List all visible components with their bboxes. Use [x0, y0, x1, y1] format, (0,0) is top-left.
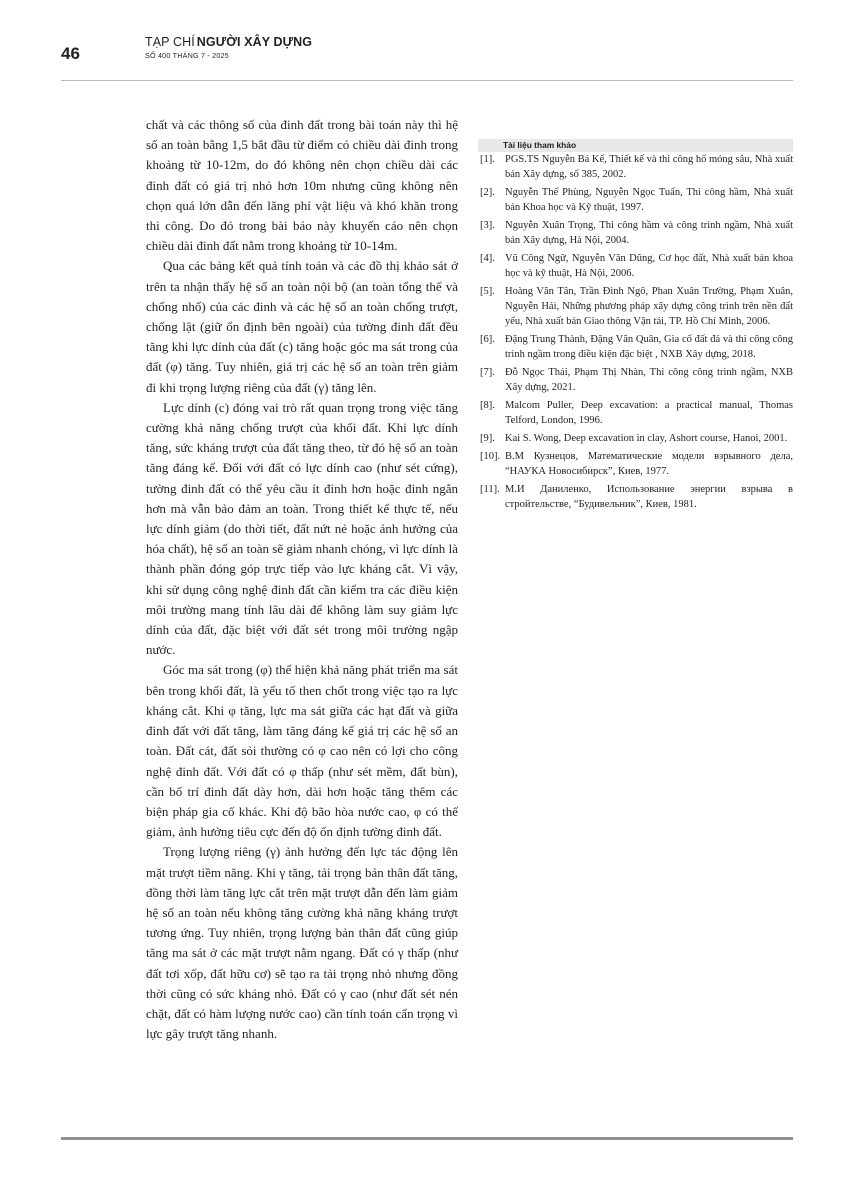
reference-number: [4]. — [480, 253, 495, 264]
reference-number: [5]. — [480, 286, 495, 297]
reference-item — [478, 284, 793, 329]
reference-text: B.M Кузнецов, Математические модели взрывного дела, “НАУКА Новосибирск”, Киев, 1977. — [505, 451, 793, 477]
reference-item — [478, 365, 793, 395]
reference-item — [478, 431, 793, 446]
reference-number: [7]. — [480, 367, 495, 378]
references-heading: Tài liệu tham khảo — [478, 139, 793, 152]
reference-text: Đặng Trung Thành, Đặng Văn Quân, Gia cố đất đá và thi công công trình ngầm trong điều kiện đặc biệt , NXB Xây dựng, 2018. — [505, 334, 793, 360]
magazine-title — [145, 35, 312, 49]
footer-divider — [61, 1137, 793, 1140]
reference-number: [9]. — [480, 433, 495, 444]
reference-number: [3]. — [480, 220, 495, 231]
magazine-prefix: TẠP CHÍ — [145, 35, 195, 49]
references-list — [478, 152, 793, 512]
reference-text: Hoàng Văn Tân, Trần Đình Ngô, Phan Xuân Trường, Phạm Xuân, Nguyễn Hải, Những phương pháp xây dựng công trình trên nền đất yếu, Nhà xuất bản Giao thông Vận tải, TP. Hồ Chí Minh, 2006. — [505, 286, 793, 327]
reference-number: [2]. — [480, 187, 495, 198]
reference-number: [6]. — [480, 334, 495, 345]
references-section — [478, 139, 793, 515]
issue-info: SỐ 400 THÁNG 7 - 2025 — [145, 51, 229, 60]
body-paragraph: Trọng lượng riêng (γ) ảnh hưởng đến lực tác động lên mặt trượt tiềm năng. Khi γ tăng, tải trọng bản thân đất tăng, đồng thời làm tăng lực cắt trên mặt trượt dẫn đến làm giảm hệ số an toàn nếu không tăng cường khả năng kháng trượt tương ứng. Tuy nhiên, trọng lượng bản thân đất cũng giúp tăng ma sát ở các mặt trượt nằm ngang. Đất có γ thấp (như đất tơi xốp, đất hữu cơ) sẽ tạo ra tải trọng nhỏ nhưng đồng thời cũng có sức kháng nhỏ. Đất có γ cao (như đất sét nén chặt, đất có hàm lượng nước cao) cần tính toán cẩn trọng vì lực gây trượt tăng nhanh. — [146, 844, 458, 1042]
reference-item — [478, 251, 793, 281]
body-paragraph: Qua các bảng kết quả tính toán và các đồ thị khảo sát ở trên ta nhận thấy hệ số an toàn nội bộ (an toàn tổng thể và chống nhổ) của các đinh và các hệ số an toàn chống trượt, chống lật (giữ ổn định bên ngoài) của tường đinh đất đều tăng khi lực dính của đất (c) tăng hoặc góc ma sát trong của đất (φ) tăng. Tuy nhiên, giá trị các hệ số an toàn trên giảm đi khi trọng lượng riêng của đất (γ) tăng lên. — [146, 258, 458, 395]
reference-item — [478, 332, 793, 362]
masthead — [145, 35, 312, 60]
article-body — [146, 115, 458, 1044]
reference-text: Đỗ Ngọc Thái, Phạm Thị Nhàn, Thi công công trình ngầm, NXB Xây dựng, 2021. — [505, 367, 793, 393]
reference-text: PGS.TS Nguyễn Bá Kế, Thiết kế và thi công hố móng sâu, Nhà xuất bản Xây dựng, số 385, 2002. — [505, 154, 793, 180]
reference-number: [1]. — [480, 154, 495, 165]
page-number: 46 — [61, 44, 80, 63]
header-divider — [61, 80, 793, 81]
reference-text: Nguyễn Thế Phùng, Nguyễn Ngọc Tuấn, Thi công hầm, Nhà xuất bản Khoa học và Kỹ thuật, 1997. — [505, 187, 793, 213]
reference-text: Vũ Công Ngữ, Nguyễn Văn Dũng, Cơ học đất, Nhà xuất bản khoa học và kỹ thuật, Hà Nội, 2006. — [505, 253, 793, 279]
reference-item — [478, 152, 793, 182]
reference-item — [478, 398, 793, 428]
reference-text: Kai S. Wong, Deep excavation in clay, Ashort course, Hanoi, 2001. — [505, 433, 788, 444]
reference-text: М.И Даниленко, Использование энергии взрыва в стройтельстве, “Будивельник”, Киев, 1981. — [505, 484, 793, 510]
body-paragraph: chất và các thông số của đinh đất trong bài toán này thì hệ số an toàn bằng 1,5 bắt đầu từ điểm có chiều dài đinh trong khoảng từ 10-12m, do đó không nên chọn chiều dài các đinh đất có giá trị nhỏ hơn 10m nhưng cũng không nên chọn quá lớn dẫn đến lãng phí vật liệu và khó khăn trong thi công. Do đó trong bài báo này khuyến cáo nên chọn chiều dài đinh đất nằm trong khoảng từ 10-14m. — [146, 117, 458, 254]
body-paragraph: Góc ma sát trong (φ) thể hiện khả năng phát triển ma sát bên trong khối đất, là yếu tố then chốt trong việc tạo ra lực kháng cắt. Khi φ tăng, lực ma sát giữa các hạt đất và giữa đinh đất với đất tăng, làm tăng đáng kể giá trị các hệ số an toàn. Đất cát, đất sỏi thường có φ cao nên có lợi cho công nghệ đinh đất. Với đất có φ thấp (như sét mềm, đất bùn), cần bố trí đinh đất dày hơn, dài hơn hoặc tăng thêm các biện pháp gia cố khác. Khi độ bão hòa nước cao, φ có thể giảm, ảnh hưởng tiêu cực đến độ ổn định tường đinh đất. — [146, 662, 458, 840]
reference-item — [478, 185, 793, 215]
reference-number: [8]. — [480, 400, 495, 411]
reference-item — [478, 218, 793, 248]
magazine-name: NGƯỜI XÂY DỰNG — [196, 35, 313, 49]
reference-item — [478, 482, 793, 512]
reference-text: Nguyễn Xuân Trọng, Thi công hầm và công trình ngầm, Nhà xuất bản Xây dựng, Hà Nội, 2004. — [505, 220, 793, 246]
reference-item — [478, 449, 793, 479]
body-paragraph: Lực dính (c) đóng vai trò rất quan trọng trong việc tăng cường khả năng chống trượt của khối đất. Khi lực dính tăng, sức kháng trượt của đất tăng theo, từ đó hệ số an toàn tăng đáng kể. Đối với đất có lực dính cao (như sét cứng), tường đinh đất có thể yêu cầu ít đinh hơn hoặc đinh ngắn hơn mà vẫn bảo đảm an toàn. Trong thiết kế thực tế, nếu lực dính giảm (do thời tiết, đất nứt nẻ hoặc ảnh hưởng của hóa chất), hệ số an toàn sẽ giảm nhanh chóng, vì lực dính là thành phần đóng góp trực tiếp vào lực kháng cắt. Vì vậy, khi sử dụng công nghệ đinh đất cần kiểm tra các điều kiện môi trường mang tính lâu dài để không làm suy giảm lực dính của đất, đặc biệt với đất sét trong môi trường ngập nước. — [146, 399, 458, 658]
reference-number: [10]. — [480, 451, 501, 462]
reference-number: [11]. — [480, 484, 500, 495]
reference-text: Malcom Puller, Deep excavation: a practical manual, Thomas Telford, London, 1996. — [505, 400, 793, 426]
